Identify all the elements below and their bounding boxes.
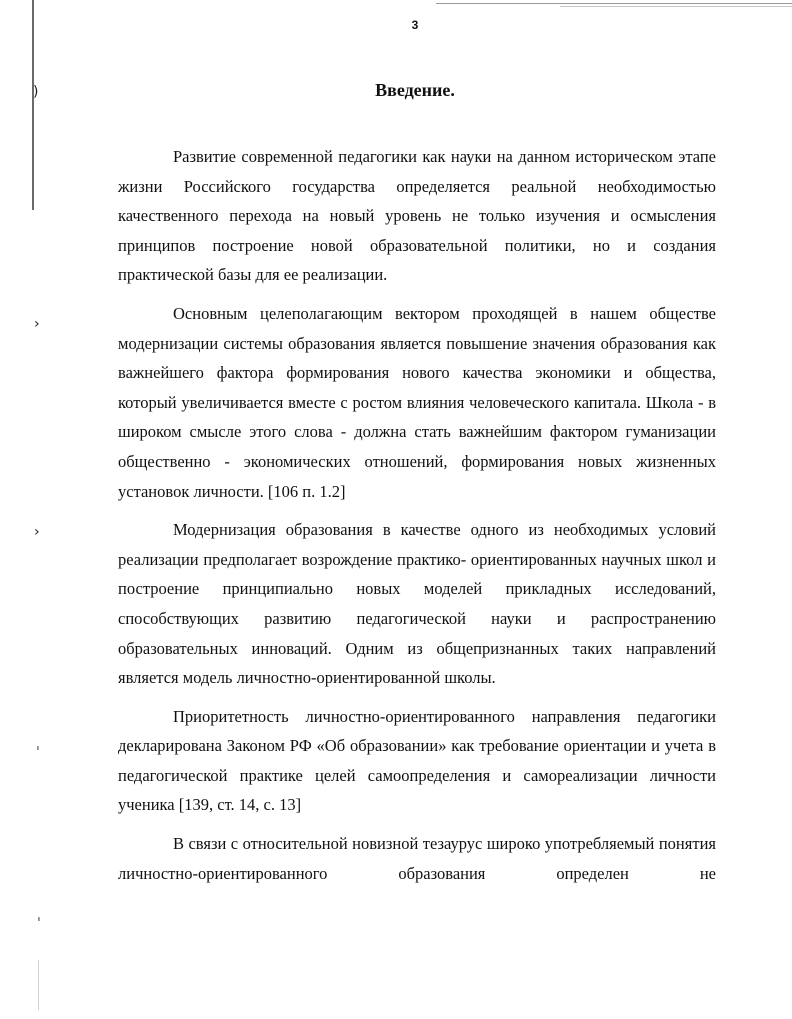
paragraph: Модернизация образования в качестве одного из необходимых условий реализации предполагает возрождение практико- ориентированных научных школ и построение принципиально новых моделей прикладных исследований, способствующих развитию педагогической науки и распространению образовательных инноваций. Одним из общепризнанных таких направлений является модель личностно-ориентированной школы. <box>118 520 716 688</box>
margin-mark: › <box>34 316 40 332</box>
margin-mark: ) <box>33 84 39 100</box>
paragraph: В связи с относительной новизной тезаурус широко употребляемый понятия личностно-ориентированного образования определен не <box>118 834 716 883</box>
paragraph: Приоритетность личностно-ориентированного направления педагогики декларирована Законом РФ «Об образовании» как требование ориентации и учета в педагогической практике целей самоопределения и самореализации личности ученика [139, ст. 14, с. 13] <box>118 706 716 815</box>
paragraph: Развитие современной педагогики как науки на данном историческом этапе жизни Российского государства определяется реальной необходимостью качественного перехода на новый уровень не только изучения и осмысления принципов построение новой образовательной политики, но и создания практической базы для ее реализации. <box>118 147 716 285</box>
scan-edge-left-bottom <box>38 960 39 1010</box>
scan-edge-top <box>436 3 792 4</box>
page-number: 3 <box>411 18 419 32</box>
document-body <box>118 142 716 897</box>
page-title: Введение. <box>375 80 455 100</box>
paragraph: Основным целеполагающим вектором проходящей в нашем обществе модернизации системы образования является повышение значения образования как важнейшего фактора формирования нового качества экономики и общества, который увеличивается вместе с ростом влияния человеческого капитала. Школа - в широком смысле этого слова - должна стать важнейшим фактором гуманизации общественно - экономических отношений, формирования новых жизненных установок личности. [106 п. 1.2] <box>118 303 716 501</box>
margin-mark: › <box>34 524 40 540</box>
margin-mark: ˌ <box>36 736 40 752</box>
margin-mark: ˈ <box>37 916 41 932</box>
scan-edge-top-inner <box>560 6 792 7</box>
